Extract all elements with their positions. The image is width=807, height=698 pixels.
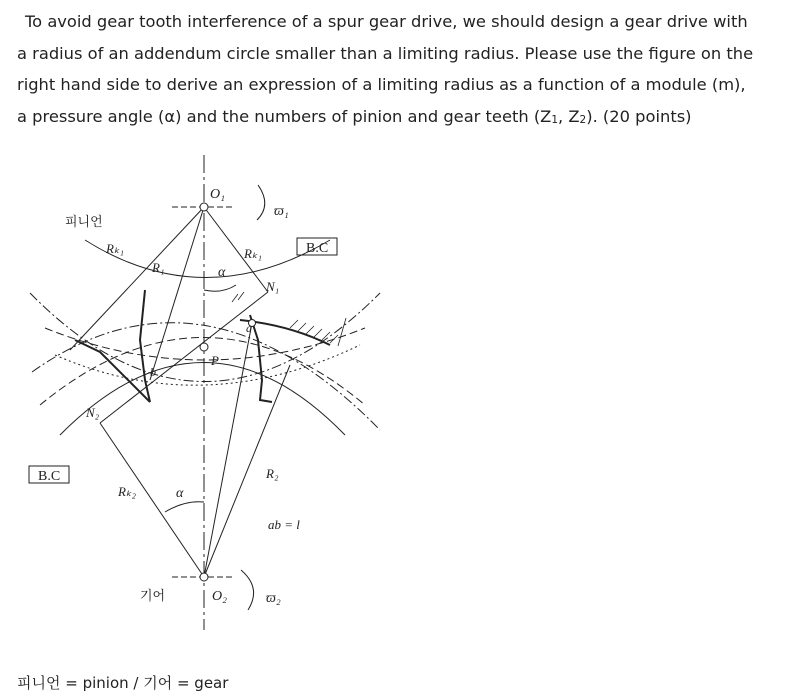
z2-subscript: 2 — [579, 113, 587, 126]
alpha-top-label: α — [218, 265, 226, 280]
omega1-label: ϖ₁ — [274, 204, 289, 219]
bc-top-label: B.C — [306, 241, 329, 256]
o1-label: O₁ — [210, 187, 225, 202]
r1-label: R₁ — [152, 260, 165, 275]
question-line-4 — [17, 101, 797, 137]
gear-interference-diagram — [0, 140, 807, 670]
n2-label: N₂ — [86, 405, 100, 420]
o1-point — [200, 203, 208, 211]
p-point — [200, 343, 208, 351]
question-line-2: a radius of an addendum circle smaller than a limiting radius. Please use the figure on the — [17, 43, 754, 63]
omega2-arrow — [241, 570, 254, 610]
rk1-right-label: Rₖ₁ — [244, 246, 262, 261]
o2-label: O₂ — [212, 589, 227, 604]
ab-equation-label: ab = l — [268, 517, 300, 532]
r1-line — [150, 207, 204, 380]
alpha-bottom-label: α — [176, 486, 184, 501]
pinion-korean-label: 피니언 — [65, 215, 103, 230]
bc-bottom-label: B.C — [38, 469, 61, 484]
gear-korean-label: 기어 — [140, 589, 166, 604]
question-line-4-end: ). (20 points) — [586, 106, 692, 126]
question-line-1: To avoid gear tooth interference of a spur gear drive, we should design a gear drive with — [25, 12, 748, 31]
pinion-base-circle — [55, 345, 360, 385]
question-text — [17, 6, 797, 136]
question-line-3: right hand side to derive an expression of a limiting radius as a function of a module (m), — [17, 75, 746, 94]
question-line-4-mid: , Z — [558, 106, 580, 126]
gear-addendum-circle — [32, 323, 380, 430]
rk2-label: Rₖ₂ — [118, 484, 136, 499]
omega2-label: ϖ₂ — [266, 591, 281, 606]
alpha-top-arc — [204, 285, 236, 291]
question-line-4-start: a pressure angle (α) and the numbers of pinion and gear teeth (Z — [17, 106, 552, 126]
point-a-label: a — [246, 321, 252, 335]
z1-subscript: 1 — [551, 113, 559, 126]
rk1-left-label: Rₖ₁ — [106, 241, 124, 256]
r2-label: R₂ — [266, 466, 279, 481]
omega1-arrow — [257, 185, 265, 220]
gear-tooth-profile — [250, 315, 272, 402]
line-of-action — [100, 292, 268, 423]
n1-label: N₁ — [266, 279, 280, 294]
point-p-label: P — [211, 353, 219, 368]
gear-outer-circle — [60, 363, 345, 436]
point-b-label: b — [150, 365, 156, 379]
legend-text: 피니언 = pinion / 기어 = gear — [17, 674, 229, 692]
alpha-bottom-arc — [165, 502, 204, 512]
rk2-line — [100, 423, 204, 577]
o2-point — [200, 573, 208, 581]
